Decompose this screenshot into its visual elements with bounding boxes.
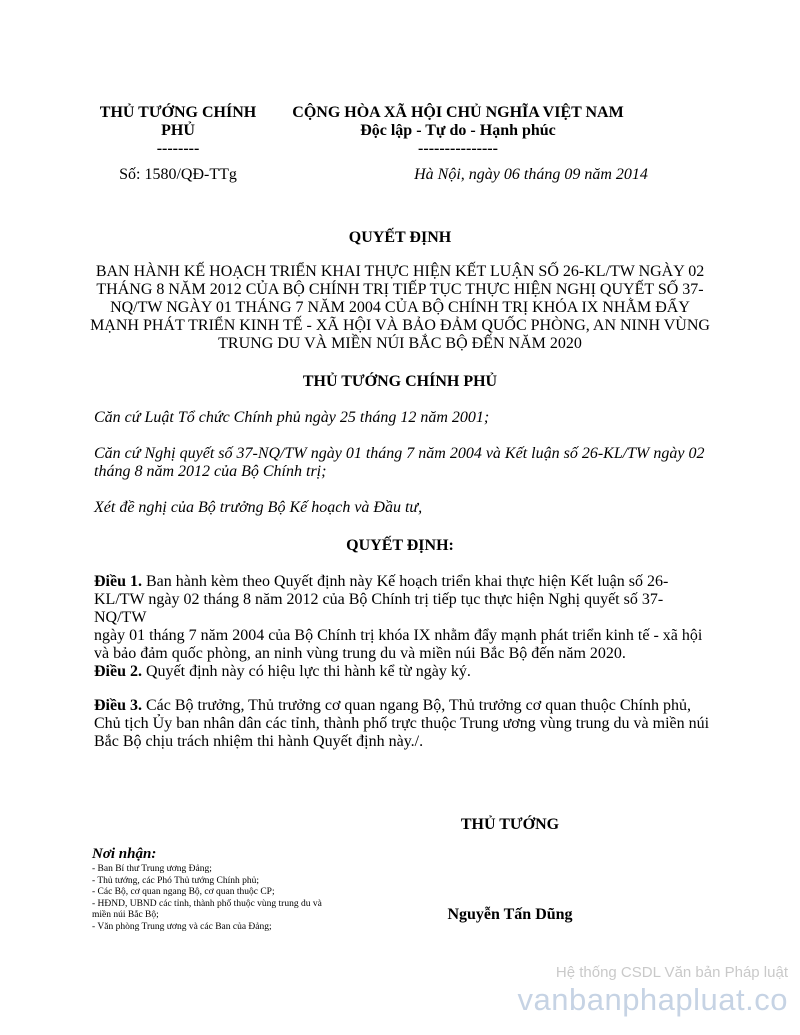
legal-basis-2-line2: tháng 8 năm 2012 của Bộ Chính trị; bbox=[94, 463, 327, 480]
legal-basis-1: Căn cứ Luật Tổ chức Chính phủ ngày 25 tháng 12 năm 2001; bbox=[94, 409, 490, 426]
agency-name bbox=[92, 104, 264, 158]
article-text: ngày 01 tháng 7 năm 2004 của Bộ Chính trị khóa IX nhằm đẩy mạnh phát triển kinh tế - xã hội bbox=[94, 627, 703, 644]
agency-name-line2: PHỦ bbox=[161, 122, 195, 139]
recipients-heading: Nơi nhận: bbox=[92, 846, 157, 862]
document-number: Số: 1580/QĐ-TTg bbox=[119, 166, 237, 183]
article-text: và bảo đảm quốc phòng, an ninh vùng trung du và miền núi Bắc Bộ đến năm 2020. bbox=[94, 645, 626, 662]
subject-line: THÁNG 8 NĂM 2012 CỦA BỘ CHÍNH TRỊ TIẾP TỤC THỰC HIỆN NGHỊ QUYẾT SỐ 37- bbox=[96, 281, 704, 298]
decision-subject bbox=[60, 263, 740, 353]
article-2 bbox=[94, 663, 710, 681]
legal-basis-2-line1: Căn cứ Nghị quyết số 37-NQ/TW ngày 01 tháng 7 năm 2004 và Kết luận số 26-KL/TW ngày 02 bbox=[94, 445, 705, 462]
decision-heading: QUYẾT ĐỊNH bbox=[348, 229, 452, 246]
motto-dashes: --------------- bbox=[418, 140, 498, 157]
recipient-item: - Các Bộ, cơ quan ngang Bộ, cơ quan thuộc CP; bbox=[92, 887, 275, 897]
nation-name: CỘNG HÒA XÃ HỘI CHỦ NGHĨA VIỆT NAM bbox=[292, 104, 624, 121]
article-3 bbox=[94, 697, 710, 751]
article-label: Điều 1. bbox=[94, 573, 142, 590]
agency-name-line1: THỦ TƯỚNG CHÍNH bbox=[99, 104, 257, 121]
article-text: Bắc Bộ chịu trách nhiệm thi hành Quyết định này./. bbox=[94, 733, 424, 750]
article-text: KL/TW ngày 02 tháng 8 năm 2012 của Bộ Chính trị tiếp tục thực hiện Nghị quyết số 37-NQ/TW bbox=[94, 591, 664, 626]
legal-basis-2 bbox=[94, 445, 710, 481]
subject-line: TRUNG DU VÀ MIỀN NÚI BẮC BỘ ĐẾN NĂM 2020 bbox=[218, 335, 582, 352]
article-label: Điều 2. bbox=[94, 663, 142, 680]
subject-line: BAN HÀNH KẾ HOẠCH TRIỂN KHAI THỰC HIỆN KẾT LUẬN SỐ 26-KL/TW NGÀY 02 bbox=[95, 263, 705, 280]
signatory-name: Nguyễn Tấn Dũng bbox=[447, 906, 573, 923]
recipient-item: - HĐND, UBND các tỉnh, thành phố thuộc vùng trung du và bbox=[92, 898, 322, 909]
recipient-item: - Thủ tướng, các Phó Thủ tướng Chính phủ; bbox=[92, 875, 259, 886]
decides-heading: QUYẾT ĐỊNH: bbox=[346, 537, 454, 554]
agency-dashes: -------- bbox=[156, 140, 200, 157]
article-text: Ban hành kèm theo Quyết định này Kế hoạch triển khai thực hiện Kết luận số 26- bbox=[146, 573, 669, 590]
subject-line: NQ/TW NGÀY 01 THÁNG 7 NĂM 2004 CỦA BỘ CHÍNH TRỊ KHÓA IX NHẰM ĐẨY bbox=[110, 299, 690, 316]
article-label: Điều 3. bbox=[94, 697, 142, 714]
proposal-line: Xét đề nghị của Bộ trưởng Bộ Kế hoạch và Đầu tư, bbox=[94, 499, 423, 516]
recipients-list bbox=[92, 864, 362, 933]
watermark-site: vanbanphapluat.co bbox=[517, 982, 788, 1017]
article-1 bbox=[94, 573, 710, 663]
article-text: Quyết định này có hiệu lực thi hành kể từ ngày ký. bbox=[146, 663, 471, 680]
subject-line: MẠNH PHÁT TRIỂN KINH TẾ - XÃ HỘI VÀ BẢO ĐẢM QUỐC PHÒNG, AN NINH VÙNG bbox=[90, 317, 710, 334]
article-text: Chủ tịch Ủy ban nhân dân các tỉnh, thành phố trực thuộc Trung ương vùng trung du và miền núi bbox=[94, 715, 710, 732]
recipient-item: miền núi Bắc Bộ; bbox=[92, 910, 159, 920]
place-date: Hà Nội, ngày 06 tháng 09 năm 2014 bbox=[414, 166, 648, 183]
watermark-caption: Hệ thống CSDL Văn bản Pháp luật bbox=[555, 964, 788, 981]
recipient-item: - Ban Bí thư Trung ương Đảng; bbox=[92, 864, 212, 874]
issuing-authority: THỦ TƯỚNG CHÍNH PHỦ bbox=[302, 373, 498, 390]
signatory-position: THỦ TƯỚNG bbox=[460, 816, 560, 833]
recipient-item: - Văn phòng Trung ương và các Ban của Đảng; bbox=[92, 921, 272, 932]
national-motto: Độc lập - Tự do - Hạnh phúc bbox=[360, 122, 556, 139]
article-text: Các Bộ trưởng, Thủ trưởng cơ quan ngang Bộ, Thủ trưởng cơ quan thuộc Chính phủ, bbox=[146, 697, 691, 714]
nation-block bbox=[272, 104, 644, 158]
